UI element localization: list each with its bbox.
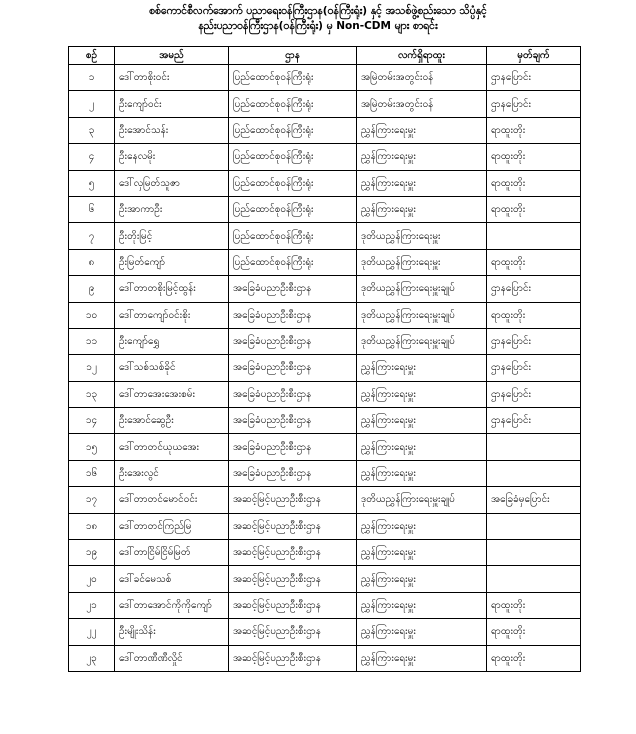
cell-remark <box>487 566 581 592</box>
cell-department: ပြည်ထောင်စုဝန်ကြီးရုံး <box>229 117 357 143</box>
table-row <box>69 619 581 645</box>
cell-position: ညွှန်ကြားရေးမှူး <box>357 408 487 434</box>
column-header-remark: မှတ်ချက် <box>487 47 581 65</box>
cell-department: အခြေခံပညာဦးစီးဌာန <box>229 276 357 302</box>
cell-no: ၁၀ <box>69 302 115 328</box>
cell-remark: ရာထူးတိုး <box>487 144 581 170</box>
cell-remark: ရာထူးတိုး <box>487 619 581 645</box>
cell-no: ၃ <box>69 117 115 143</box>
cell-department: ပြည်ထောင်စုဝန်ကြီးရုံး <box>229 65 357 91</box>
cell-position: ဒုတိယညွှန်ကြားရေးမှူး <box>357 223 487 249</box>
table-header-row <box>69 47 581 65</box>
cell-position: ညွှန်ကြားရေးမှူး <box>357 540 487 566</box>
table-row <box>69 540 581 566</box>
cell-name: ဒေါ်လှမြတ်သူဇာ <box>115 170 229 196</box>
cell-position: အမြဲတမ်းအတွင်းဝန် <box>357 65 487 91</box>
cell-name: ဦးမြတ်ကျော် <box>115 249 229 275</box>
cell-position: ညွှန်ကြားရေးမှူး <box>357 196 487 222</box>
cell-remark: ဌာနပြောင်း <box>487 355 581 381</box>
cell-position: ဒုတိယညွှန်ကြားရေးမှူး <box>357 249 487 275</box>
cell-name: ဦးအာကာဦး <box>115 196 229 222</box>
cell-department: အခြေခံပညာဦးစီးဌာန <box>229 460 357 486</box>
cell-position: ညွှန်ကြားရေးမှူး <box>357 434 487 460</box>
table-row <box>69 144 581 170</box>
table-row <box>69 170 581 196</box>
cell-department: အခြေခံပညာဦးစီးဌာန <box>229 355 357 381</box>
table-row <box>69 408 581 434</box>
cell-remark <box>487 540 581 566</box>
cell-department: ပြည်ထောင်စုဝန်ကြီးရုံး <box>229 196 357 222</box>
non-cdm-list-table <box>68 46 581 672</box>
cell-remark <box>487 460 581 486</box>
column-header-position: လက်ရှိရာထူး <box>357 47 487 65</box>
cell-no: ၁၃ <box>69 381 115 407</box>
cell-position: ညွှန်ကြားရေးမှူး <box>357 592 487 618</box>
cell-remark: ဌာနပြောင်း <box>487 65 581 91</box>
cell-department: ပြည်ထောင်စုဝန်ကြီးရုံး <box>229 170 357 196</box>
table-row <box>69 592 581 618</box>
table-row <box>69 302 581 328</box>
cell-remark: ဌာနပြောင်း <box>487 408 581 434</box>
cell-name: ဒေါ်တာတင်ကြည်မြ <box>115 513 229 539</box>
cell-name: ဒေါ်တာဏီဏီလှိုင် <box>115 645 229 671</box>
cell-position: ညွှန်ကြားရေးမှူး <box>357 513 487 539</box>
cell-department: ပြည်ထောင်စုဝန်ကြီးရုံး <box>229 223 357 249</box>
table-row <box>69 249 581 275</box>
cell-no: ၁၁ <box>69 328 115 354</box>
cell-position: ညွှန်ကြားရေးမှူး <box>357 619 487 645</box>
cell-name: ဦးအေးလွင် <box>115 460 229 486</box>
table-row <box>69 196 581 222</box>
cell-department: အခြေခံပညာဦးစီးဌာန <box>229 434 357 460</box>
cell-name: ဦးတိုးမြင့် <box>115 223 229 249</box>
column-header-department: ဌာန <box>229 47 357 65</box>
cell-department: အဆင့်မြင့်ပညာဦးစီးဌာန <box>229 487 357 513</box>
table-row <box>69 65 581 91</box>
cell-name: ဒေါ်တာငြိမ်ငြိမ်မြတ် <box>115 540 229 566</box>
table-row <box>69 381 581 407</box>
cell-no: ၁၂ <box>69 355 115 381</box>
document-title-line-2: နည်းပညာဝန်ကြီးဌာန(ဝန်ကြီးရုံး) မှ Non-CDM များ စာရင်း <box>198 20 438 32</box>
cell-no: ၆ <box>69 196 115 222</box>
cell-no: ၁၆ <box>69 460 115 486</box>
table-row <box>69 91 581 117</box>
table-row <box>69 117 581 143</box>
cell-position: ညွှန်ကြားရေးမှူး <box>357 117 487 143</box>
cell-name: ဦးနေလမိုး <box>115 144 229 170</box>
cell-remark: ရာထူးတိုး <box>487 170 581 196</box>
cell-no: ၁၈ <box>69 513 115 539</box>
cell-no: ၁၇ <box>69 487 115 513</box>
cell-name: ဦးကျော်ဝင်း <box>115 91 229 117</box>
cell-remark <box>487 513 581 539</box>
cell-department: ပြည်ထောင်စုဝန်ကြီးရုံး <box>229 144 357 170</box>
cell-remark <box>487 223 581 249</box>
cell-name: ဒေါ်တာစိုးဝင်း <box>115 65 229 91</box>
cell-name: ဒေါ်တာကျော်ဝင်းစိုး <box>115 302 229 328</box>
document-title-line-1: စစ်ကောင်စီလက်အောက် ပညာရေးဝန်ကြီးဌာန(ဝန်ကြီးရုံး) နှင့် အသစ်ဖွဲ့စည်းသော သိပ္ပံနှင့် <box>149 5 487 17</box>
cell-remark: ဌာနပြောင်း <box>487 276 581 302</box>
cell-position: ညွှန်ကြားရေးမှူး <box>357 144 487 170</box>
table-row <box>69 355 581 381</box>
cell-no: ၉ <box>69 276 115 302</box>
cell-position: အမြဲတမ်းအတွင်းဝန် <box>357 91 487 117</box>
cell-no: ၂၁ <box>69 592 115 618</box>
cell-no: ၂၂ <box>69 619 115 645</box>
cell-no: ၁၉ <box>69 540 115 566</box>
cell-remark: ဌာနပြောင်း <box>487 91 581 117</box>
table-row <box>69 328 581 354</box>
cell-department: အခြေခံပညာဦးစီးဌာန <box>229 381 357 407</box>
column-header-name: အမည် <box>115 47 229 65</box>
cell-no: ၈ <box>69 249 115 275</box>
cell-name: ဦးကျော်ရွှေ <box>115 328 229 354</box>
table-row <box>69 434 581 460</box>
cell-position: ညွှန်ကြားရေးမှူး <box>357 645 487 671</box>
cell-department: အဆင့်မြင့်ပညာဦးစီးဌာန <box>229 619 357 645</box>
cell-name: ဦးအောင်ဆွေဦး <box>115 408 229 434</box>
cell-no: ၂ <box>69 91 115 117</box>
table-row <box>69 223 581 249</box>
cell-department: အဆင့်မြင့်ပညာဦးစီးဌာန <box>229 513 357 539</box>
cell-name: ဒေါ်တာအောင်ကိုကိုကျော် <box>115 592 229 618</box>
cell-position: ညွှန်ကြားရေးမှူး <box>357 566 487 592</box>
cell-remark: ဌာနပြောင်း <box>487 381 581 407</box>
cell-department: ပြည်ထောင်စုဝန်ကြီးရုံး <box>229 249 357 275</box>
cell-remark: ရာထူးတိုး <box>487 117 581 143</box>
column-header-no: စဥ် <box>69 47 115 65</box>
table-row <box>69 276 581 302</box>
table-row <box>69 513 581 539</box>
cell-department: အခြေခံပညာဦးစီးဌာန <box>229 328 357 354</box>
cell-no: ၂၃ <box>69 645 115 671</box>
cell-remark: အခြေခံမှပြောင်း <box>487 487 581 513</box>
cell-remark: ရာထူးတိုး <box>487 302 581 328</box>
cell-no: ၁၄ <box>69 408 115 434</box>
cell-no: ၁၅ <box>69 434 115 460</box>
cell-department: အခြေခံပညာဦးစီးဌာန <box>229 408 357 434</box>
cell-remark: ရာထူးတိုး <box>487 592 581 618</box>
cell-no: ၇ <box>69 223 115 249</box>
cell-position: ညွှန်ကြားရေးမှူး <box>357 355 487 381</box>
cell-remark: ဌာနပြောင်း <box>487 328 581 354</box>
table-row <box>69 460 581 486</box>
cell-name: ဒေါ်တာအေးအေးစမ်း <box>115 381 229 407</box>
cell-position: ညွှန်ကြားရေးမှူး <box>357 381 487 407</box>
cell-no: ၅ <box>69 170 115 196</box>
cell-remark: ရာထူးတိုး <box>487 645 581 671</box>
table-row <box>69 487 581 513</box>
cell-department: အဆင့်မြင့်ပညာဦးစီးဌာန <box>229 566 357 592</box>
cell-no: ၄ <box>69 144 115 170</box>
cell-remark: ရာထူးတိုး <box>487 196 581 222</box>
cell-remark: ရာထူးတိုး <box>487 249 581 275</box>
table-body <box>69 65 581 672</box>
cell-name: ဒေါ်သစ်သစ်ခိုင် <box>115 355 229 381</box>
cell-position: ဒုတိယညွှန်ကြားရေးမှူးချုပ် <box>357 328 487 354</box>
cell-department: အခြေခံပညာဦးစီးဌာန <box>229 302 357 328</box>
cell-position: ညွှန်ကြားရေးမှူး <box>357 170 487 196</box>
cell-position: ညွှန်ကြားရေးမှူး <box>357 460 487 486</box>
cell-name: ဦးအောင်သန်း <box>115 117 229 143</box>
cell-department: အဆင့်မြင့်ပညာဦးစီးဌာန <box>229 645 357 671</box>
cell-department: အဆင့်မြင့်ပညာဦးစီးဌာန <box>229 540 357 566</box>
table-row <box>69 645 581 671</box>
table-row <box>69 566 581 592</box>
cell-name: ဒေါ်တာတင်ယုယအေး <box>115 434 229 460</box>
cell-position: ဒုတိယညွှန်ကြားရေးမှူးချုပ် <box>357 276 487 302</box>
cell-no: ၂၀ <box>69 566 115 592</box>
cell-name: ဒေါ်တာတင်မောင်ဝင်း <box>115 487 229 513</box>
cell-name: ဒေါ်တာတစိုးမြင့်ထွန်း <box>115 276 229 302</box>
cell-name: ဦးမျိုးသိန်း <box>115 619 229 645</box>
cell-position: ဒုတိယညွှန်ကြားရေးမှူးချုပ် <box>357 487 487 513</box>
cell-department: အဆင့်မြင့်ပညာဦးစီးဌာန <box>229 592 357 618</box>
cell-position: ဒုတိယညွှန်ကြားရေးမှူးချုပ် <box>357 302 487 328</box>
cell-name: ဒေါ်ခင်မေသစ် <box>115 566 229 592</box>
cell-no: ၁ <box>69 65 115 91</box>
cell-department: ပြည်ထောင်စုဝန်ကြီးရုံး <box>229 91 357 117</box>
cell-remark <box>487 434 581 460</box>
